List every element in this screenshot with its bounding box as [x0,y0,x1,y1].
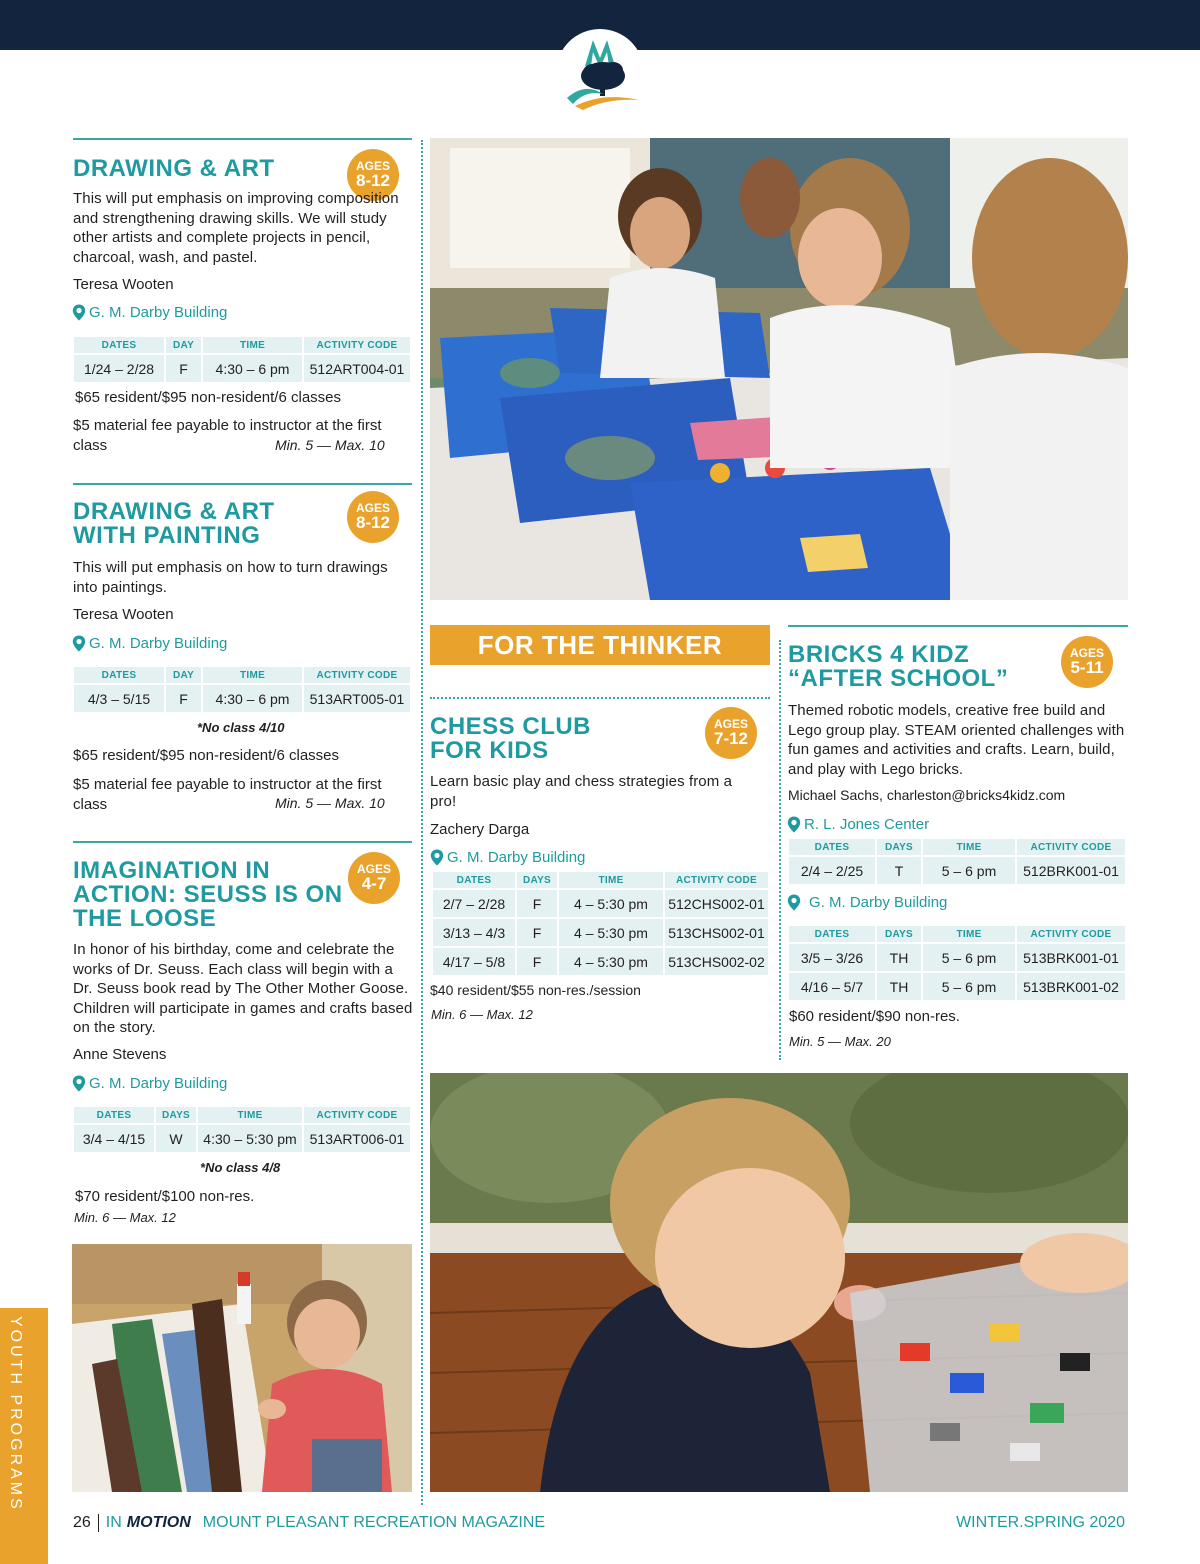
instructor-name: Teresa Wooten [73,606,174,623]
ages-badge: AGES 4-7 [348,852,400,904]
chess-description: Learn basic play and chess strategies from a pro! [430,773,733,810]
imagination-description: In honor of his birthday, come and celebrate the works of Dr. Seuss. Each class will begin with a Dr. Seuss book read by The Other Mother Goose. Children will participate in games and crafts based on the story. [73,941,413,1036]
table-row: 4/17 – 5/8 F 4 – 5:30 pm 513CHS002-02 [433,948,768,975]
location-label: G. M. Darby Building [89,635,228,652]
bricks-title: BRICKS 4 KIDZ “AFTER SCHOOL” [788,641,1009,692]
price: $70 resident/$100 non-res. [75,1188,255,1205]
section-rule [788,625,1128,627]
bricks-description: Themed robotic models, creative free build and Lego group play. STEAM oriented challenges with fun games and activities and crafts. Learn, build, and play with Lego bricks. [788,702,1125,778]
ages-badge: AGES 8-12 [347,149,399,201]
season-label: WINTER.SPRING 2020 [956,1514,1125,1531]
section-rule [73,841,412,843]
table-row: 3/5 – 3/26 TH 5 – 6 pm 513BRK001-01 [789,944,1125,971]
location[interactable] [72,635,227,652]
map-pin-icon [72,1075,86,1092]
table-row: 3/13 – 4/3 F 4 – 5:30 pm 513CHS002-01 [433,919,768,946]
sidebar-tab-label: YOUTH PROGRAMS [7,1316,24,1512]
location[interactable] [787,816,929,833]
material-fee: $5 material fee payable to instructor at the first class [73,417,382,454]
price: $60 resident/$90 non-res. [789,1008,960,1025]
table-row: 4/3 – 5/15 F 4:30 – 6 pm 513ART005-01 [74,685,410,712]
chess-title: CHESS CLUB FOR KIDS [430,713,592,764]
schedule-table: DATES DAYS TIME ACTIVITY CODE 3/4 – 4/15 W 4:30 – 5:30 pm 513ART006-01 [72,1105,412,1154]
location-label: R. L. Jones Center [804,816,930,833]
schedule-table: DATES DAYS TIME ACTIVITY CODE 2/4 – 2/25 T 5 – 6 pm 512BRK001-01 [787,837,1127,886]
location-label: G. M. Darby Building [447,849,586,866]
table-row: 1/24 – 2/28 F 4:30 – 6 pm 512ART004-01 [74,355,410,382]
price: $40 resident/$55 non-res./session [430,982,641,998]
section-divider [430,697,770,699]
footer [73,1513,545,1533]
location[interactable] [72,304,227,321]
location[interactable] [787,894,947,911]
drawing-painting-description: This will put emphasis on how to turn drawings into paintings. [73,559,388,596]
map-pin-icon [72,304,86,321]
location[interactable] [72,1075,227,1092]
instructor-name: Zachery Darga [430,821,530,838]
table-row: 4/16 – 5/7 TH 5 – 6 pm 513BRK001-02 [789,973,1125,1000]
ages-badge: AGES 8-12 [347,491,399,543]
drawing-art-description: This will put emphasis on improving composition and strengthening drawing skills. We will study other artists and complete projects in pencil, charcoal, wash, and pastel. [73,190,399,266]
material-fee: $5 material fee payable to instructor at the first class [73,776,382,813]
map-pin-icon [430,849,444,866]
instructor-contact: Michael Sachs, charleston@bricks4kidz.com [788,787,1066,803]
location[interactable] [430,849,585,866]
enrollment-limits: Min. 6 — Max. 12 [74,1210,176,1225]
instructor-name: Teresa Wooten [73,276,174,293]
mount-pleasant-logo [555,28,645,118]
table-row: 3/4 – 4/15 W 4:30 – 5:30 pm 513ART006-01 [74,1125,410,1152]
page-number: 26 [73,1514,91,1531]
column-divider [421,140,423,1505]
photo-kids-painting [430,138,1128,600]
drawing-art-title: DRAWING & ART [73,155,275,182]
brand-motion: MOTION [126,1514,191,1531]
enrollment-limits: Min. 5 — Max. 20 [789,1034,891,1049]
section-rule [73,483,412,485]
location-label: G. M. Darby Building [809,894,948,911]
magazine-name: MOUNT PLEASANT RECREATION MAGAZINE [202,1514,546,1531]
ages-badge: AGES 5-11 [1061,636,1113,688]
enrollment-limits: Min. 5 — Max. 10 [275,437,385,453]
instructor-name: Anne Stevens [73,1046,167,1063]
photo-boy-legos [430,1073,1128,1492]
footer-divider [98,1514,99,1532]
brand-in: IN [105,1514,122,1531]
price: $65 resident/$95 non-resident/6 classes [73,747,340,764]
schedule-table: DATES DAYS TIME ACTIVITY CODE 2/7 – 2/28 F 4 – 5:30 pm 512CHS002-01 3/13 – 4/3 F 4 – 5:30 pm 513CHS002-01 4/17 – 5/8 F 4 – 5:30 pm 513CHS002-02 [431,870,770,977]
column-divider [779,640,781,1060]
drawing-painting-title: DRAWING & ART WITH PAINTING [73,498,275,549]
for-the-thinker-banner: FOR THE THINKER [430,625,770,665]
map-pin-icon [787,894,801,911]
map-pin-icon [72,635,86,652]
enrollment-limits: Min. 5 — Max. 10 [275,795,385,811]
youth-programs-tab [0,1308,48,1564]
section-rule [73,138,412,140]
schedule-table: DATES DAY TIME ACTIVITY CODE 4/3 – 5/15 F 4:30 – 6 pm 513ART005-01 [72,665,412,714]
no-class-note: *No class 4/10 [197,720,285,735]
no-class-note: *No class 4/8 [200,1160,281,1175]
map-pin-icon [787,816,801,833]
imagination-title: IMAGINATION IN ACTION: SEUSS IS ON THE LOOSE [73,857,343,932]
table-row: 2/7 – 2/28 F 4 – 5:30 pm 512CHS002-01 [433,890,768,917]
enrollment-limits: Min. 6 — Max. 12 [431,1007,533,1022]
schedule-table: DATES DAYS TIME ACTIVITY CODE 3/5 – 3/26 TH 5 – 6 pm 513BRK001-01 4/16 – 5/7 TH 5 – 6 pm 513BRK001-02 [787,924,1127,1002]
location-label: G. M. Darby Building [89,304,228,321]
schedule-table: DATES DAY TIME ACTIVITY CODE 1/24 – 2/28 F 4:30 – 6 pm 512ART004-01 [72,335,412,384]
ages-badge: AGES 7-12 [705,707,757,759]
location-label: G. M. Darby Building [89,1075,228,1092]
price: $65 resident/$95 non-resident/6 classes [75,389,342,406]
photo-boy-crafting [72,1244,412,1492]
table-row: 2/4 – 2/25 T 5 – 6 pm 512BRK001-01 [789,857,1125,884]
